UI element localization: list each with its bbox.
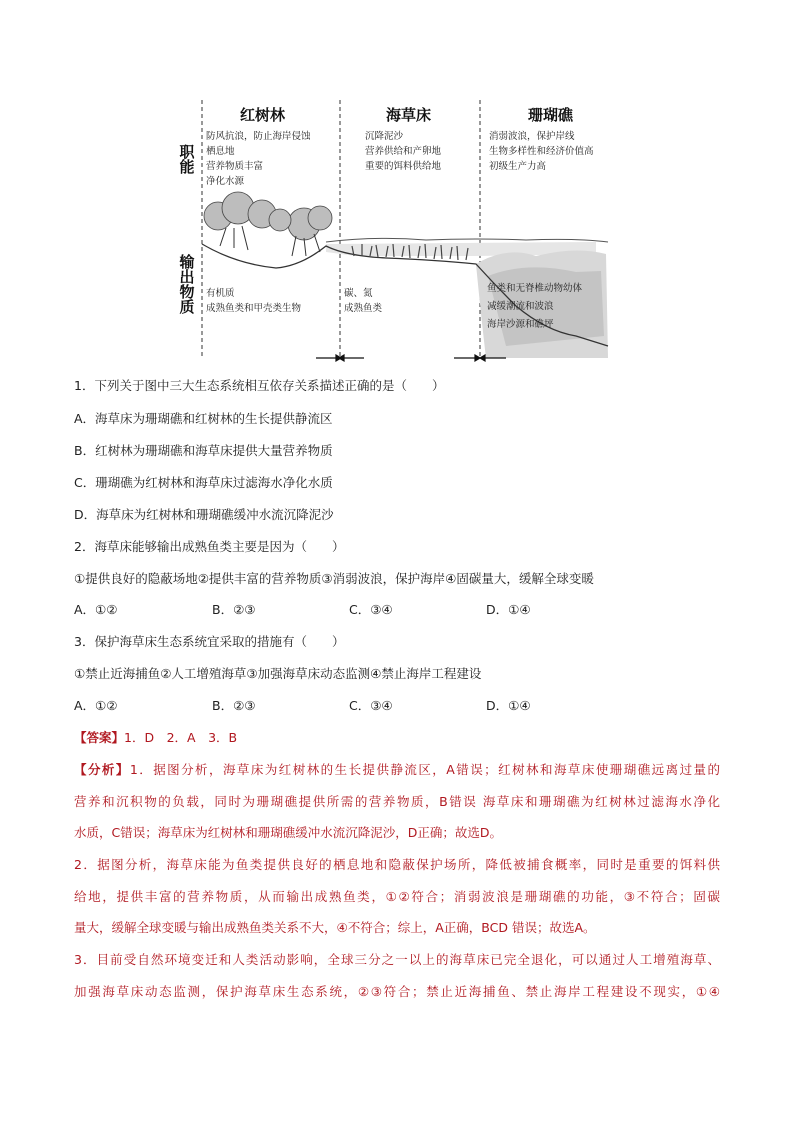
question-3-option-d: D．①④ — [486, 698, 531, 713]
function-text: 重要的饵料供给地 — [365, 161, 442, 172]
question-3-statement: ①禁止近海捕鱼②人工增殖海草③加强海草床动态监测④禁止海岸工程建设 — [74, 666, 482, 681]
row-label-outputs: 输出物质 — [177, 254, 196, 314]
question-2-option-b: B．②③ — [212, 602, 256, 617]
output-text: 有机质 — [206, 288, 235, 299]
output-text: 减缓潮流和波浪 — [487, 301, 554, 312]
coral-reef-title: 珊瑚礁 — [528, 106, 574, 124]
question-1-option-d: D．海草床为红树林和珊瑚礁缓冲水流沉降泥沙 — [74, 507, 334, 522]
question-2-option-c: C．③④ — [349, 602, 393, 617]
function-text: 净化水源 — [206, 176, 245, 187]
function-text: 营养供给和产卵地 — [365, 146, 442, 157]
analysis-line — [74, 760, 720, 778]
mangrove-outputs — [206, 286, 301, 316]
row-label-functions: 职能 — [177, 144, 196, 174]
question-3-option-b: B．②③ — [212, 698, 256, 713]
question-1-option-b: B．红树林为珊瑚礁和海草床提供大量营养物质 — [74, 443, 333, 458]
function-text: 消弱波浪，保护岸线 — [489, 131, 575, 142]
analysis-line: 2．据图分析，海草床能为鱼类提供良好的栖息地和隐蔽保护场所，降低被捕食概率，同时是重要的饵料供 — [74, 857, 720, 872]
output-text: 海岸沙源和礁坪 — [487, 319, 554, 330]
output-text: 成熟鱼类 — [344, 303, 383, 314]
seagrass-functions — [365, 129, 441, 174]
coral-outputs — [487, 280, 582, 334]
coral-functions — [489, 129, 594, 174]
output-text: 鱼类和无脊椎动物幼体 — [487, 283, 583, 294]
analysis-line: 3．目前受自然环境变迁和人类活动影响，全球三分之一以上的海草床已完全退化，可以通过人工增殖海草、 — [74, 952, 720, 967]
function-text: 初级生产力高 — [489, 161, 547, 172]
analysis-line: 给地，提供丰富的营养物质，从而输出成熟鱼类，①②符合；消弱波浪是珊瑚礁的功能，③不符合；固碳 — [74, 889, 720, 904]
analysis-line: 加强海草床动态监测，保护海草床生态系统，②③符合；禁止近海捕鱼、禁止海岸工程建设不现实，①④ — [74, 984, 720, 999]
analysis-tag: 【分析】 — [74, 762, 130, 777]
analysis-line: 水质，C错误；海草床为红树林和珊瑚礁缓冲水流沉降泥沙，D正确；故选D。 — [74, 825, 502, 840]
mangrove-functions — [206, 129, 311, 189]
analysis-line: 营养和沉积物的负载，同时为珊瑚礁提供所需的营养物质，B错误 海草床和珊瑚礁为红树林过滤海水净化 — [74, 794, 720, 809]
question-3-option-c: C．③④ — [349, 698, 393, 713]
question-1-stem: 1．下列关于图中三大生态系统相互依存关系描述正确的是（ ） — [74, 378, 445, 393]
function-text: 防风抗浪，防止海岸侵蚀 — [206, 131, 311, 142]
mangrove-title: 红树林 — [240, 106, 286, 124]
seagrass-outputs — [344, 286, 382, 316]
analysis-line: 量大，缓解全球变暖与输出成熟鱼类关系不大，④不符合；综上，A正确，BCD 错误；故选A。 — [74, 920, 596, 935]
function-text: 生物多样性和经济价值高 — [489, 146, 594, 157]
function-text: 沉降泥沙 — [365, 131, 404, 142]
function-text: 营养物质丰富 — [206, 161, 264, 172]
seagrass-title: 海草床 — [386, 106, 432, 124]
question-2-option-d: D．①④ — [486, 602, 531, 617]
question-3-option-a: A．①② — [74, 698, 118, 713]
answer-line — [74, 728, 237, 746]
answer-text: 1．D 2．A 3．B — [124, 730, 238, 745]
ecosystem-figure — [176, 96, 614, 364]
output-text: 成熟鱼类和甲壳类生物 — [206, 303, 302, 314]
question-1-option-c: C．珊瑚礁为红树林和海草床过滤海水净化水质 — [74, 475, 333, 490]
question-2-statement: ①提供良好的隐蔽场地②提供丰富的营养物质③消弱波浪，保护海岸④固碳量大，缓解全球变暖 — [74, 571, 594, 586]
output-text: 碳、氮 — [344, 288, 373, 299]
question-3-stem: 3．保护海草床生态系统宜采取的措施有（ ） — [74, 634, 345, 649]
answer-tag: 【答案】 — [74, 730, 125, 745]
question-1-option-a: A．海草床为珊瑚礁和红树林的生长提供静流区 — [74, 411, 333, 426]
question-2-stem: 2．海草床能够输出成熟鱼类主要是因为（ ） — [74, 539, 345, 554]
analysis-text: 1．据图分析，海草床为红树林的生长提供静流区，A错误；红树林和海草床使珊瑚礁远离过量的 — [129, 762, 720, 777]
question-2-option-a: A．①② — [74, 602, 118, 617]
function-text: 栖息地 — [206, 146, 235, 157]
